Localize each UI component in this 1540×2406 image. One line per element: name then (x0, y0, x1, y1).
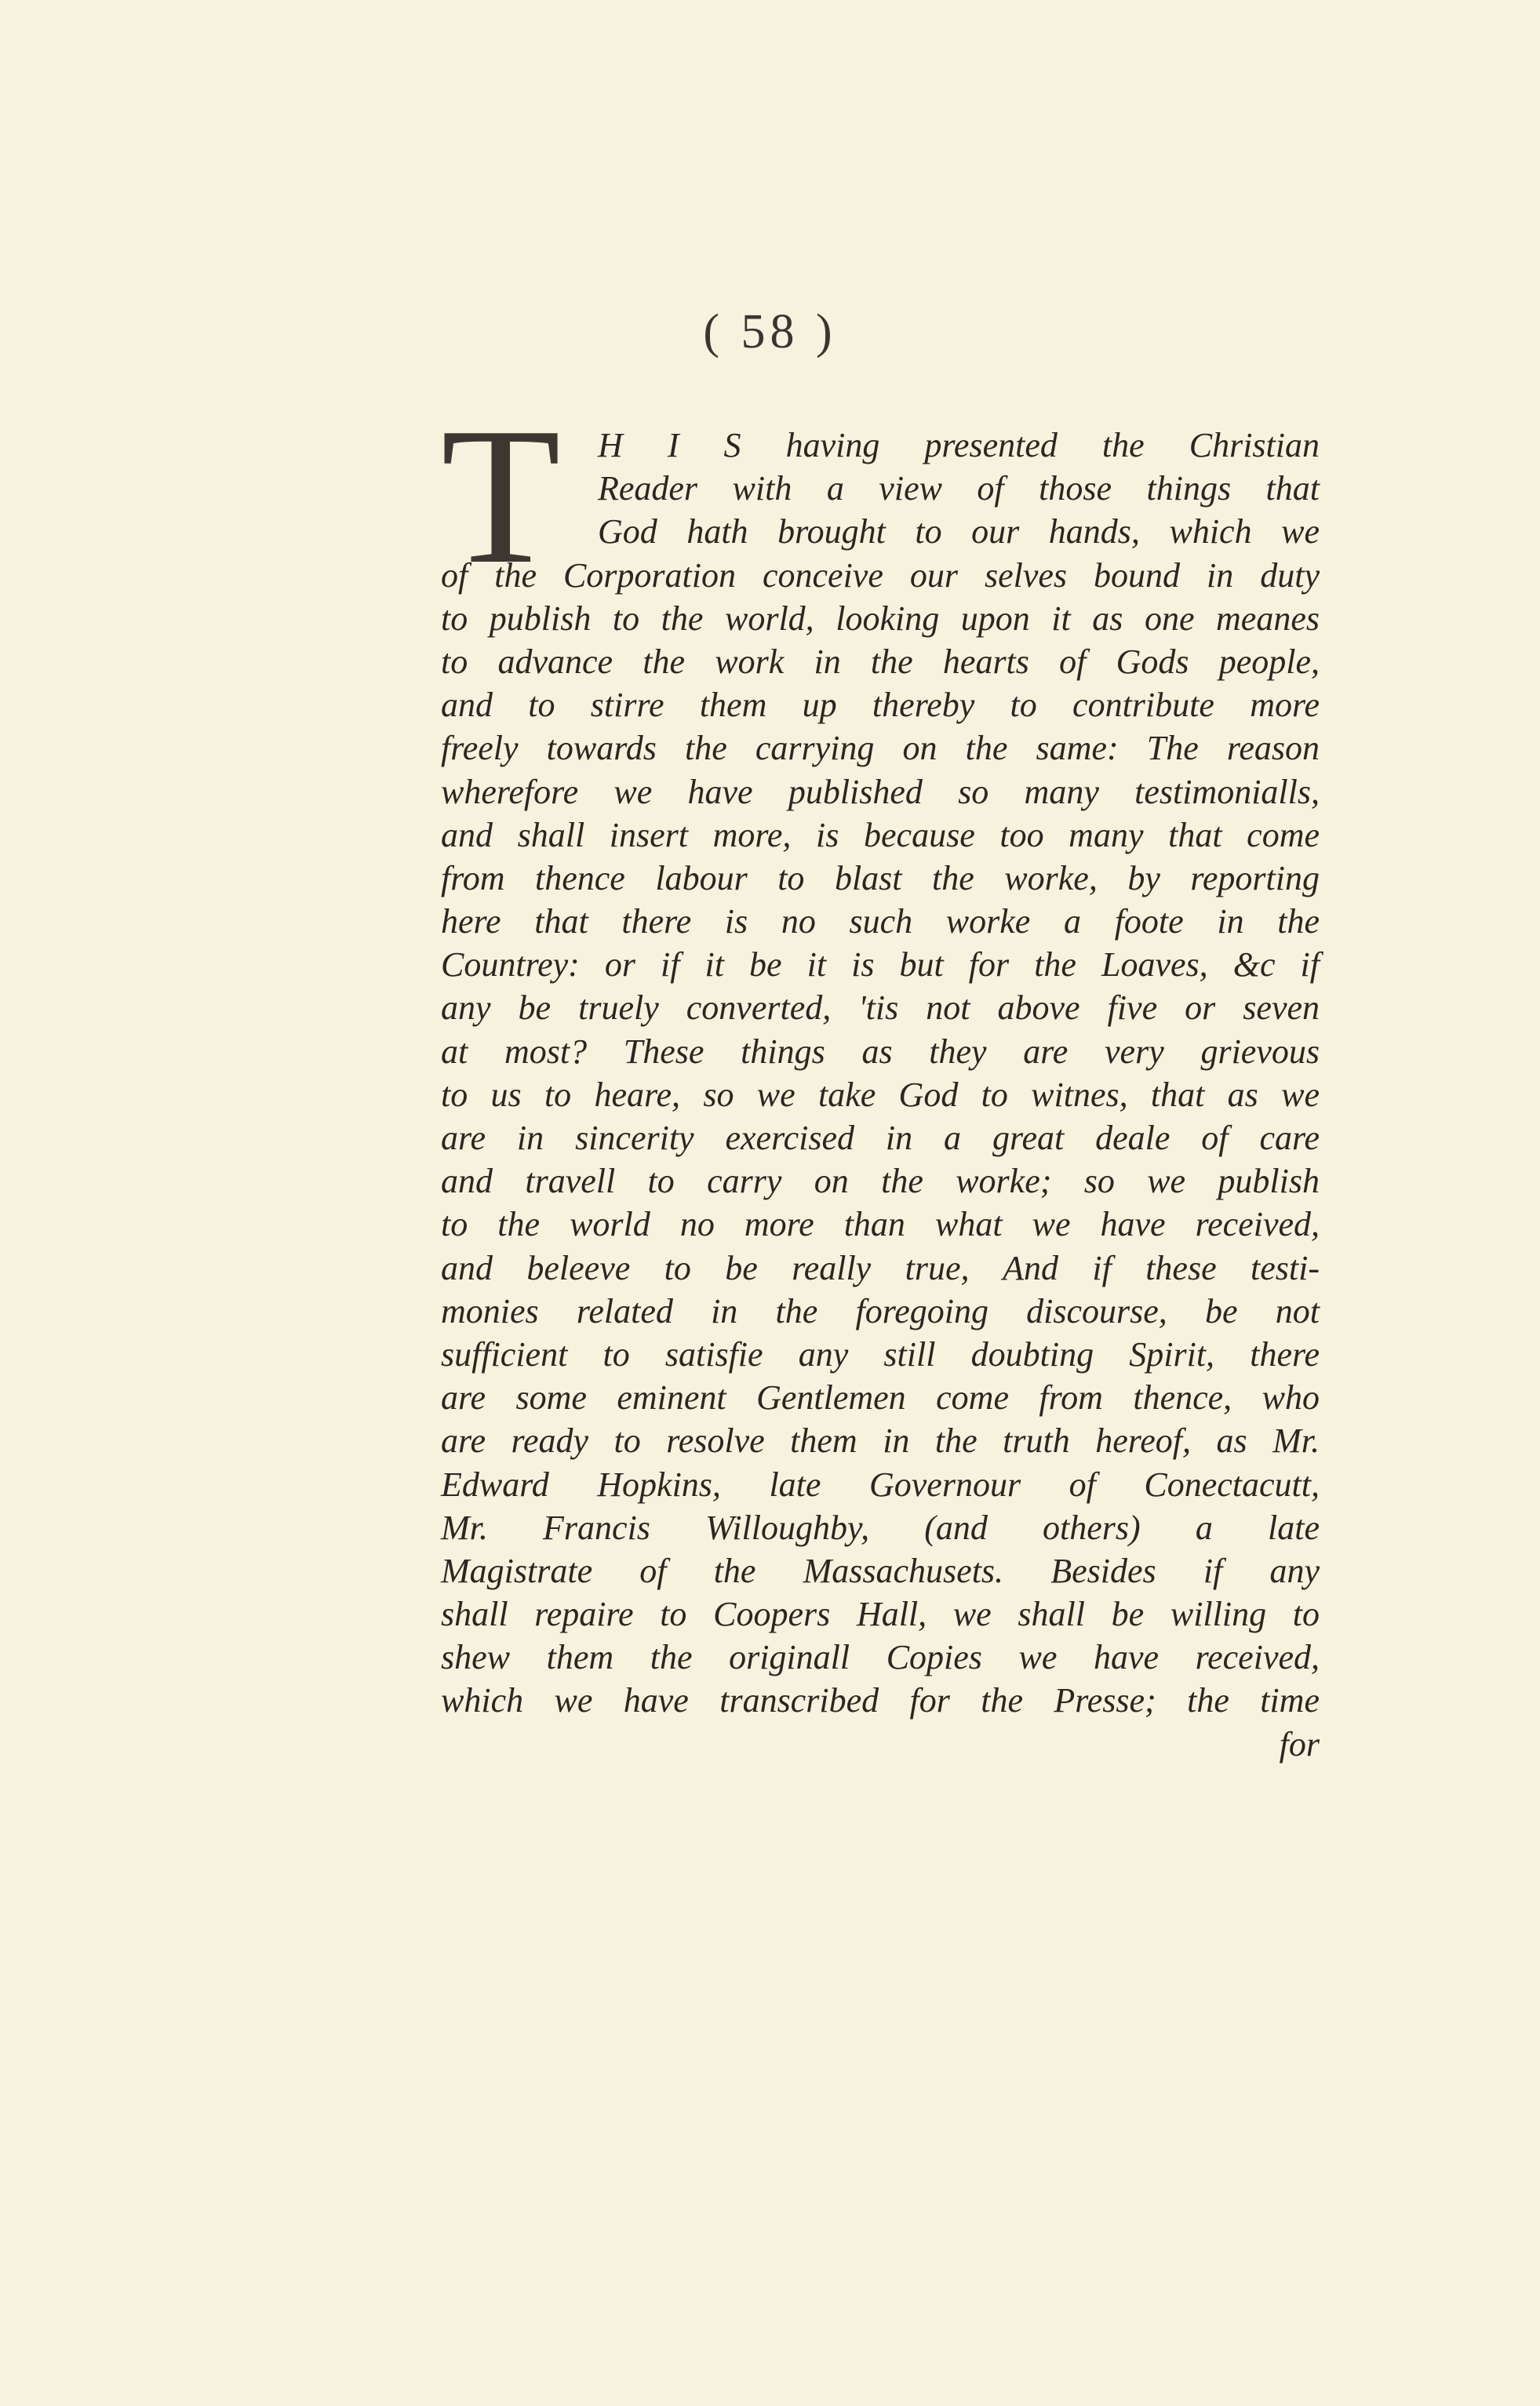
text-line: at most? These things as they are very grievous (441, 1032, 1320, 1071)
text-line: Reader with a view of those things that (598, 469, 1320, 508)
text-line: are some eminent Gentlemen come from thence, who (441, 1378, 1320, 1418)
text-line: Mr. Francis Willoughby, (and others) a late (441, 1508, 1320, 1547)
text-line: to the world no more than what we have received, (441, 1205, 1320, 1244)
text-line: Magistrate of the Massachusets. Besides if any (441, 1551, 1320, 1590)
text-line: and beleeve to be really true, And if these testi- (441, 1248, 1320, 1287)
text-line: Edward Hopkins, late Governour of Conectacutt, (441, 1465, 1320, 1504)
text-line: and travell to carry on the worke; so we publish (441, 1162, 1320, 1201)
page-number: ( 58 ) (703, 305, 837, 359)
text-line: to publish to the world, looking upon it as one meanes (441, 599, 1320, 638)
text-line: to us to heare, so we take God to witnes, that as we (441, 1075, 1320, 1114)
text-line: shew them the originall Copies we have received, (441, 1638, 1320, 1677)
text-line: freely towards the carrying on the same: The reason (441, 729, 1320, 768)
text-line: of the Corporation conceive our selves bound in duty (441, 555, 1320, 595)
text-line: and shall insert more, is because too many that come (441, 815, 1320, 854)
text-line: Countrey: or if it be it is but for the Loaves, &c if (441, 945, 1320, 985)
drop-cap: T (441, 388, 561, 605)
text-line: God hath brought to our hands, which we (598, 512, 1320, 551)
text-line: sufficient to satisfie any still doubting Spirit, there (441, 1334, 1320, 1374)
text-line: here that there is no such worke a foote in the (441, 902, 1320, 941)
text-lines (441, 388, 1320, 1766)
text-line: from thence labour to blast the worke, by reporting (441, 858, 1320, 897)
body-text (441, 388, 1320, 1766)
text-line: wherefore we have published so many testimonialls, (441, 772, 1320, 811)
text-line: monies related in the foregoing discourse, be not (441, 1291, 1320, 1330)
text-line: H I S having presented the Christian (598, 426, 1320, 464)
text-line: shall repaire to Coopers Hall, we shall be willing to (441, 1595, 1320, 1634)
text-line: any be truely converted, 'tis not above five or seven (441, 988, 1320, 1028)
text-line: are ready to resolve them in the truth hereof, as Mr. (441, 1421, 1320, 1461)
catchword: for (1279, 1724, 1320, 1764)
text-line: which we have transcribed for the Presse; the time (441, 1681, 1320, 1720)
text-line: are in sincerity exercised in a great deale of care (441, 1119, 1320, 1157)
text-line: to advance the work in the hearts of Gods people, (441, 642, 1320, 681)
text-line: and to stirre them up thereby to contribute more (441, 686, 1320, 725)
